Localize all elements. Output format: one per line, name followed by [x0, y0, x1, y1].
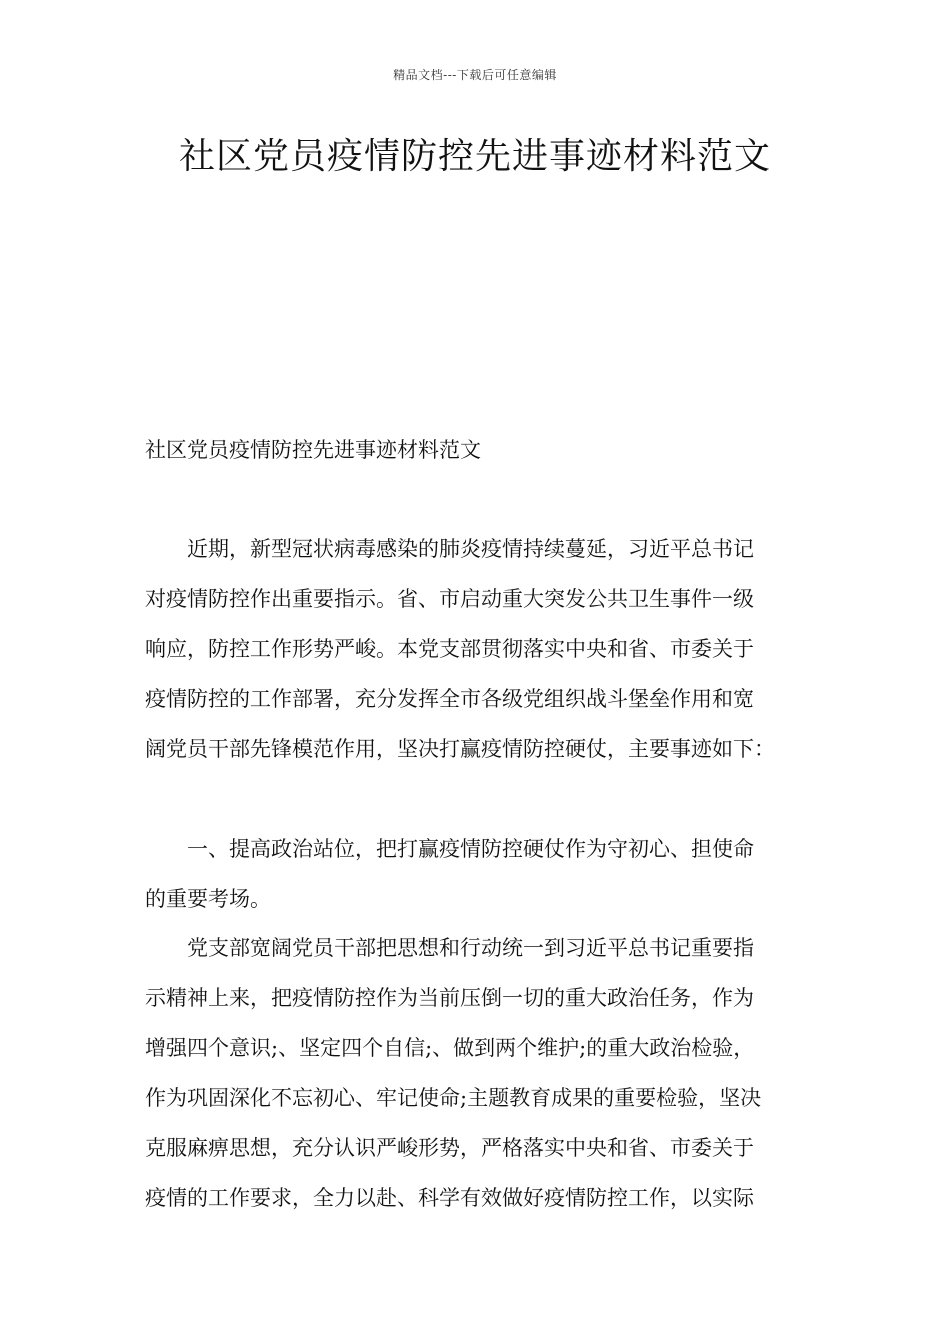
paragraph-line: 一、提高政治站位，把打赢疫情防控硬仗作为守初心、担使命: [187, 837, 754, 861]
paragraph-line: 近期，新型冠状病毒感染的肺炎疫情持续蔓延，习近平总书记: [187, 537, 754, 561]
paragraph-line: 党支部宽阔党员干部把思想和行动统一到习近平总书记重要指: [187, 936, 754, 960]
paragraph-line: 作为巩固深化不忘初心、牢记使命;主题教育成果的重要检验，坚决: [145, 1086, 762, 1110]
paragraph-line: 克服麻痹思想，充分认识严峻形势，严格落实中央和省、市委关于: [145, 1136, 754, 1160]
paragraph-line: 响应，防控工作形势严峻。本党支部贯彻落实中央和省、市委关于: [145, 637, 754, 661]
paragraph-intro: [145, 524, 815, 774]
paragraph-line: 对疫情防控作出重要指示。省、市启动重大突发公共卫生事件一级: [145, 587, 754, 611]
section-heading-1: [145, 824, 815, 924]
document-subtitle: 社区党员疫情防控先进事迹材料范文: [145, 438, 481, 462]
paragraph-line: 增强四个意识;、坚定四个自信;、做到两个维护;的重大政治检验，: [145, 1036, 755, 1060]
page-title: 社区党员疫情防控先进事迹材料范文: [178, 136, 771, 177]
paragraph-line: 疫情的工作要求，全力以赴、科学有效做好疫情防控工作，以实际: [145, 1186, 754, 1210]
paragraph-section-1: [145, 923, 815, 1223]
paragraph-line: 的重要考场。: [145, 887, 271, 911]
paragraph-line: 示精神上来，把疫情防控作为当前压倒一切的重大政治任务，作为: [145, 986, 754, 1010]
paragraph-line: 疫情防控的工作部署，充分发挥全市各级党组织战斗堡垒作用和宽: [145, 687, 754, 711]
paragraph-line: 阔党员干部先锋模范作用，坚决打赢疫情防控硬仗，主要事迹如下：: [145, 737, 775, 761]
header-note: 精品文档---下载后可任意编辑: [393, 68, 557, 82]
